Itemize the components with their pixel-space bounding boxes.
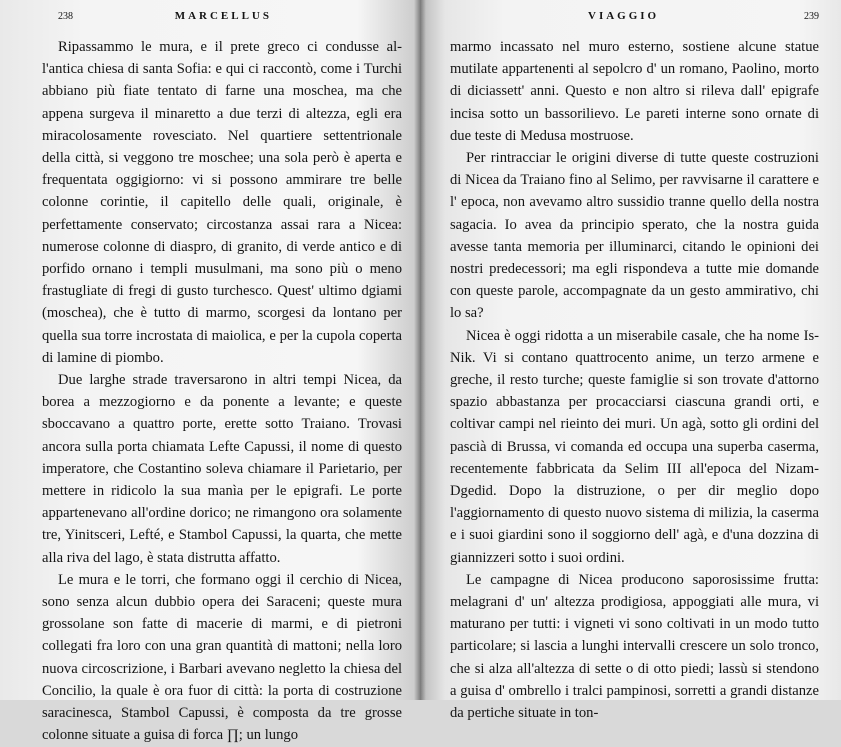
book-gutter	[414, 0, 426, 700]
paragraph: Ripassammo le mura, e il prete greco ci condusse al-l'antica chiesa di santa Sofia: e qui ci raccontò, come i Turchi abbiano più fiate tentato di farne una moschea, ma che appena surgeva il minaretto a due terzi di altezza, egli era miracolosamente rovesciato. Nel quartiere settentrionale della città, si veggono tre moschee; una sola però è aperta e frequentata oggigiorno: vi si possono ammirare tre belle colonne corintie, il capitello delle quali, originale, è perfettamente conservato; circostanza assai rara a Nicea: numerose colonne di diaspro, di granito, di verde antico e di porfido ornano i templi musulmani, ma sono più o meno frastugliate di fregi di gusto turchesco. Quest' ultimo dgiami (moschea), che è tutto di marmo, scorgesi da lontano per quella sua torre incrostata di maiolica, e per la cupola coperta di lamine di piombo.	[42, 39, 402, 366]
left-running-head	[42, 10, 402, 28]
paragraph: Nicea è oggi ridotta a un miserabile casale, che ha nome Is-Nik. Vi si contano quattrocento anime, un terzo armene e greche, il resto turche; queste famiglie si son trovate d'attorno spazio abbastanza per procacciarsi ciascuna grandi orti, e coltivar campi nel rieinto dei muri. Un agà, sotto gli ordini del pascià di Brussa, vi comanda ed occupa una superba caserma, recentemente fabbricata da Selim III all'epoca del Nizam-Dgedid. Dopo la distruzione, o per dir meglio dopo l'aggiornamento di questo nuovo sistema di milizia, la caserma e i suoi giardini sono il soggiorno dell' agà, e d'una dozzina di giannizzeri sotto i suoi ordini.	[450, 327, 819, 566]
right-page	[420, 0, 841, 722]
page-number: 238	[58, 11, 73, 22]
paragraph: Due larghe strade traversarono in altri tempi Nicea, da borea a mezzogiorno e da ponente a levante; e queste sboccavano a quattro porte, erette sotto Traiano. Trovasi ancora sulla porta chiamata Lefte Capussi, il nome di questo imperatore, che Costantino soleva chiamare il Parietario, per mettere in ridicolo la sua manìa per le epigrafi. Le porte appartenevano all'ordine dorico; ne rimangono ora solamente tre, Yinitsceri, Lefté, e Stambol Capussi, la quarta, che mette alla riva del lago, è stata distrutta affatto.	[42, 372, 402, 566]
page-number: 239	[804, 11, 819, 22]
right-running-head	[450, 10, 819, 28]
paragraph: marmo incassato nel muro esterno, sostiene alcune statue mutilate appartenenti al sepolcro d' un romano, Paolino, morto di diciassett' anni. Questo e non altro si rileva dall' epigrafe incisa sotto un bassorilievo. Le pareti interne sono ornate di due teste di Medusa mostruose.	[450, 39, 819, 144]
paragraph: Le mura e le torri, che formano oggi il cerchio di Nicea, sono senza alcun dubbio opera dei Saraceni; queste mura grossolane son fatte di macerie di marmi, e di pietroni collegati fra loro con una gran quantità di mattoni; nella loro nuova circoscrizione, i Barbari avevano negletto la chiesa del Concilio, la quale è ora fuor di città: la porta di costruzione saracinesca, Stambol Capussi, è composta da tre grosse colonne situate a guisa di forca ∏; un lungo	[42, 571, 402, 744]
left-page-text	[42, 36, 402, 747]
right-page-text	[450, 36, 819, 724]
running-title: VIAGGIO	[588, 10, 660, 22]
running-title: MARCELLUS	[174, 10, 272, 22]
paragraph: Per rintracciar le origini diverse di tutte queste costruzioni di Nicea da Traiano fino al Selimo, per ravvisarne il carattere e l' epoca, non avevamo altro sussidio tranne quello della nostra sagacia. Io avea da principio sperato, che la nostra guida avesse tanta memoria per illuminarci, citando le opinioni dei nostri predecessori; ma egli rispondeva a tutte mie domande con queste parole, accompagnate da un gesto ammirativo, chi lo sa?	[450, 150, 819, 322]
left-page	[0, 0, 420, 744]
paragraph: Le campagne di Nicea producono saporosissime frutta: melagrani d' un' altezza prodigiosa, appoggiati alle mura, vi maturano per tutti: i vigneti vi sono coltivati in un modo tutto particolare; si lascia a lunghi intervalli crescere un solo tronco, che si alza all'altezza di sette o di otto piedi; lassù si stendono a guisa d' ombrello i tralci pampinosi, sorretti a grandi distanze da pertiche situate in ton-	[450, 571, 819, 722]
